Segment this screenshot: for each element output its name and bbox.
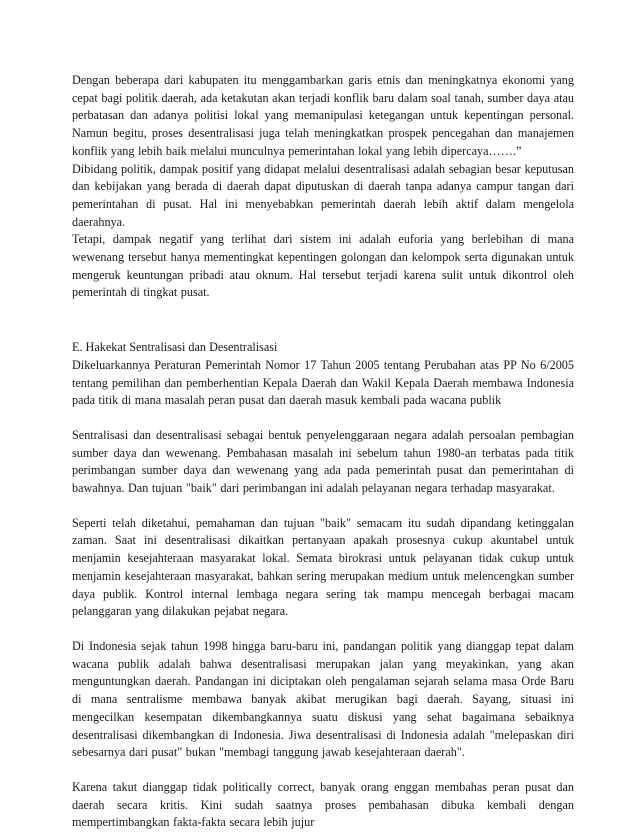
body-paragraph-3: Tetapi, dampak negatif yang terlihat dari sistem ini adalah euforia yang berlebihan di mana wewenang tersebut hanya mementingkat kepentingen golongan dan kelompok serta digunakan untuk mengeruk keuntungan pribadi atau oknum. Hal tersebut terjadi karena sulit untuk dikontrol oleh pemerintah di tingkat pusat. [72, 232, 574, 300]
section-paragraph-3: Di Indonesia sejak tahun 1998 hingga baru-baru ini, pandangan politik yang dianggap tepat dalam wacana publik adalah bahwa desentralisasi merupakan jalan yang meyakinkan, yang akan menguntungkan daerah. Pandangan ini diciptakan oleh pengalaman sejarah selama masa Orde Baru di mana sentralisme membawa banyak akibat merugikan bagi daerah. Sayang, situasi ini mengecilkan kesempatan dikembangkannya suatu diskusi yang sehat bagaimana sebaiknya desentralisasi dikembangkan di Indonesia. Jiwa desentralisasi di Indonesia adalah "melepaskan diri sebesarnya dari pusat" bukan "membagi tanggung jawab kesejahteraan daerah". [72, 638, 574, 760]
paragraph-gap [72, 621, 574, 638]
paragraph-gap [72, 498, 574, 515]
body-paragraph-2: Dibidang politik, dampak positif yang didapat melalui desentralisasi adalah sebagian besar keputusan dan kebijakan yang berada di daerah dapat diputuskan di daerah tanpa adanya campur tangan dari pemerintahan di pusat. Hal ini menyebabkan pemerintah daerah lebih aktif dalam mengelola daerahnya. [72, 161, 574, 229]
section-gap [72, 302, 574, 322]
section-intro-paragraph: Dikeluarkannya Peraturan Pemerintah Nomor 17 Tahun 2005 tentang Perubahan atas PP No 6/2005 tentang pemilihan dan pemberhentian Kepala Daerah dan Wakil Kepala Daerah membawa Indonesia pada titik di mana masalah peran pusat dan daerah masuk kembali pada wacana publik [72, 357, 574, 408]
section-paragraph-1: Sentralisasi dan desentralisasi sebagai bentuk penyelenggaraan negara adalah persoalan pembagian sumber daya dan wewenang. Pembahasan masalah ini sebelum tahun 1980-an terbatas pada titik perimbangan sumber daya dan wewenang yang ada pada pemerintah pusat dan pemerintahan di bawahnya. Dan tujuan "baik" dari perimbangan ini adalah pelayanan negara terhadap masyarakat. [72, 427, 574, 496]
section-paragraph-4: Karena takut dianggap tidak politically correct, banyak orang enggan membahas peran pusat dan daerah secara kritis. Kini sudah saatnya proses pembahasan dibuka kembali dengan mempertimbangkan fakta-fakta secara lebih jujur [72, 779, 574, 830]
section-heading: E. Hakekat Sentralisasi dan Desentralisasi [72, 340, 278, 355]
paragraph-gap [72, 410, 574, 427]
body-paragraph-1: Dengan beberapa dari kabupaten itu menggambarkan garis etnis dan meningkatnya ekonomi yang cepat bagi politik daerah, ada ketakutan akan terjadi konflik baru dalam soal tanah, sumber daya atau perbatasan dan adanya politisi lokal yang memanipulasi ketegangan untuk kepentingan personal. Namun begitu, proses desentralisasi juga telah meningkatkan prospek pencegahan dan manajemen konflik yang lebih baik melalui munculnya pemerintahan lokal yang lebih dipercaya…….” [72, 73, 574, 158]
section-paragraph-2: Seperti telah diketahui, pemahaman dan tujuan "baik" semacam itu sudah dipandang ketinggalan zaman. Saat ini desentralisasi dikaitkan pertanyaan apakah prosesnya cukup akuntabel untuk menjamin kesejahteraan masyarakat lokal. Semata birokrasi untuk pelayanan tidak cukup untuk menjamin kesejahteraan masyarakat, bahkan sering merupakan medium untuk melencengkan sumber daya publik. Kontrol internal lembaga negara sering tak mampu mencegah berbagai macam pelanggaran yang dilakukan pejabat negara. [72, 515, 574, 619]
section-gap [72, 322, 574, 339]
paragraph-gap [72, 762, 574, 779]
